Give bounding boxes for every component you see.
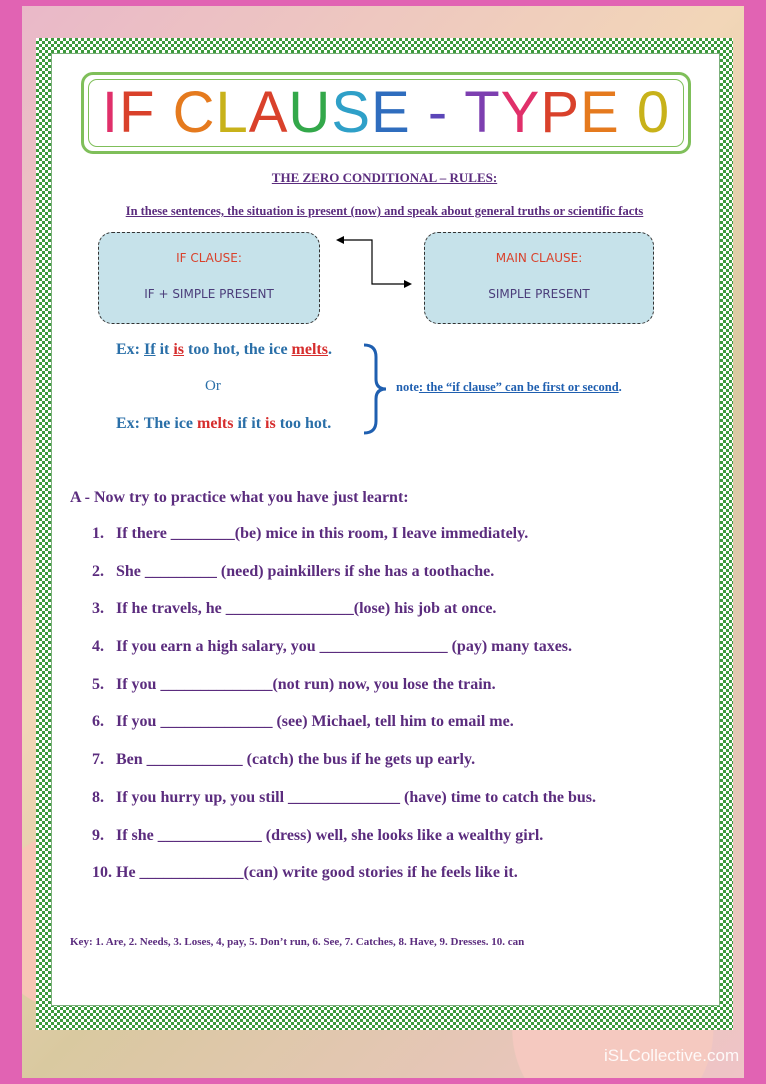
exercise-item	[92, 525, 528, 543]
item-number: 3.	[92, 600, 104, 617]
exercise-item	[92, 789, 596, 807]
exercise-item	[92, 563, 494, 581]
item-number: 4.	[92, 638, 104, 655]
exercise-heading: A - Now try to practice what you have just learnt:	[70, 489, 409, 506]
example-2: Ex: The ice melts if it is too hot.	[116, 415, 332, 432]
item-text: If you ______________(not run) now, you lose the train.	[116, 676, 496, 693]
exercise-item	[92, 864, 518, 882]
note: note: the “if clause” can be first or second.	[396, 380, 622, 394]
item-text: If you earn a high salary, you ________________ (pay) many taxes.	[116, 638, 573, 655]
item-text: If there ________(be) mice in this room, I leave immediately.	[116, 525, 529, 542]
page-title: IF CLAUSE - TYPE 0	[101, 80, 671, 145]
item-number: 5.	[92, 676, 104, 693]
rules-heading: THE ZERO CONDITIONAL – RULES:	[271, 170, 498, 185]
exercise-item	[92, 600, 496, 618]
item-text: She _________ (need) painkillers if she has a toothache.	[116, 563, 495, 580]
item-text: If she _____________ (dress) well, she looks like a wealthy girl.	[116, 827, 544, 844]
item-text: If you hurry up, you still ______________ (have) time to catch the bus.	[116, 789, 597, 806]
title-box	[81, 72, 691, 154]
main-clause-body: SIMPLE PRESENT	[488, 287, 590, 301]
exercise-item	[92, 638, 572, 656]
if-clause-heading: IF CLAUSE:	[176, 251, 242, 265]
example-1: Ex: If it is too hot, the ice melts.	[116, 341, 332, 358]
item-number: 9.	[92, 827, 104, 844]
rules-intro: In these sentences, the situation is present (now) and speak about general truths or scientific facts	[125, 204, 644, 218]
item-text: Ben ____________ (catch) the bus if he gets up early.	[116, 751, 476, 768]
brace-icon	[360, 343, 390, 435]
exercise-item	[92, 713, 514, 731]
if-clause-box	[98, 232, 320, 324]
item-number: 7.	[92, 751, 104, 768]
item-number: 6.	[92, 713, 104, 730]
watermark: iSLCollective.com	[604, 1046, 740, 1065]
answer-key: Key: 1. Are, 2. Needs, 3. Loses, 4, pay, 5. Don’t run, 6. See, 7. Catches, 8. Have, 9. Dresses. 10. can	[70, 936, 525, 948]
item-number: 1.	[92, 525, 104, 542]
exercise-item	[92, 676, 496, 694]
or-label: Or	[205, 378, 221, 394]
main-clause-box	[424, 232, 654, 324]
swap-arrow-icon	[330, 230, 420, 294]
exercise-item	[92, 751, 475, 769]
item-number: 2.	[92, 563, 104, 580]
if-clause-body: IF + SIMPLE PRESENT	[144, 287, 274, 301]
item-text: If he travels, he ________________(lose) his job at once.	[116, 600, 497, 617]
item-number: 8.	[92, 789, 104, 806]
item-text: If you ______________ (see) Michael, tell him to email me.	[116, 713, 514, 730]
item-text: He _____________(can) write good stories if he feels like it.	[116, 864, 518, 881]
main-clause-heading: MAIN CLAUSE:	[495, 251, 583, 265]
exercise-item	[92, 827, 543, 845]
item-number: 10.	[92, 864, 112, 881]
